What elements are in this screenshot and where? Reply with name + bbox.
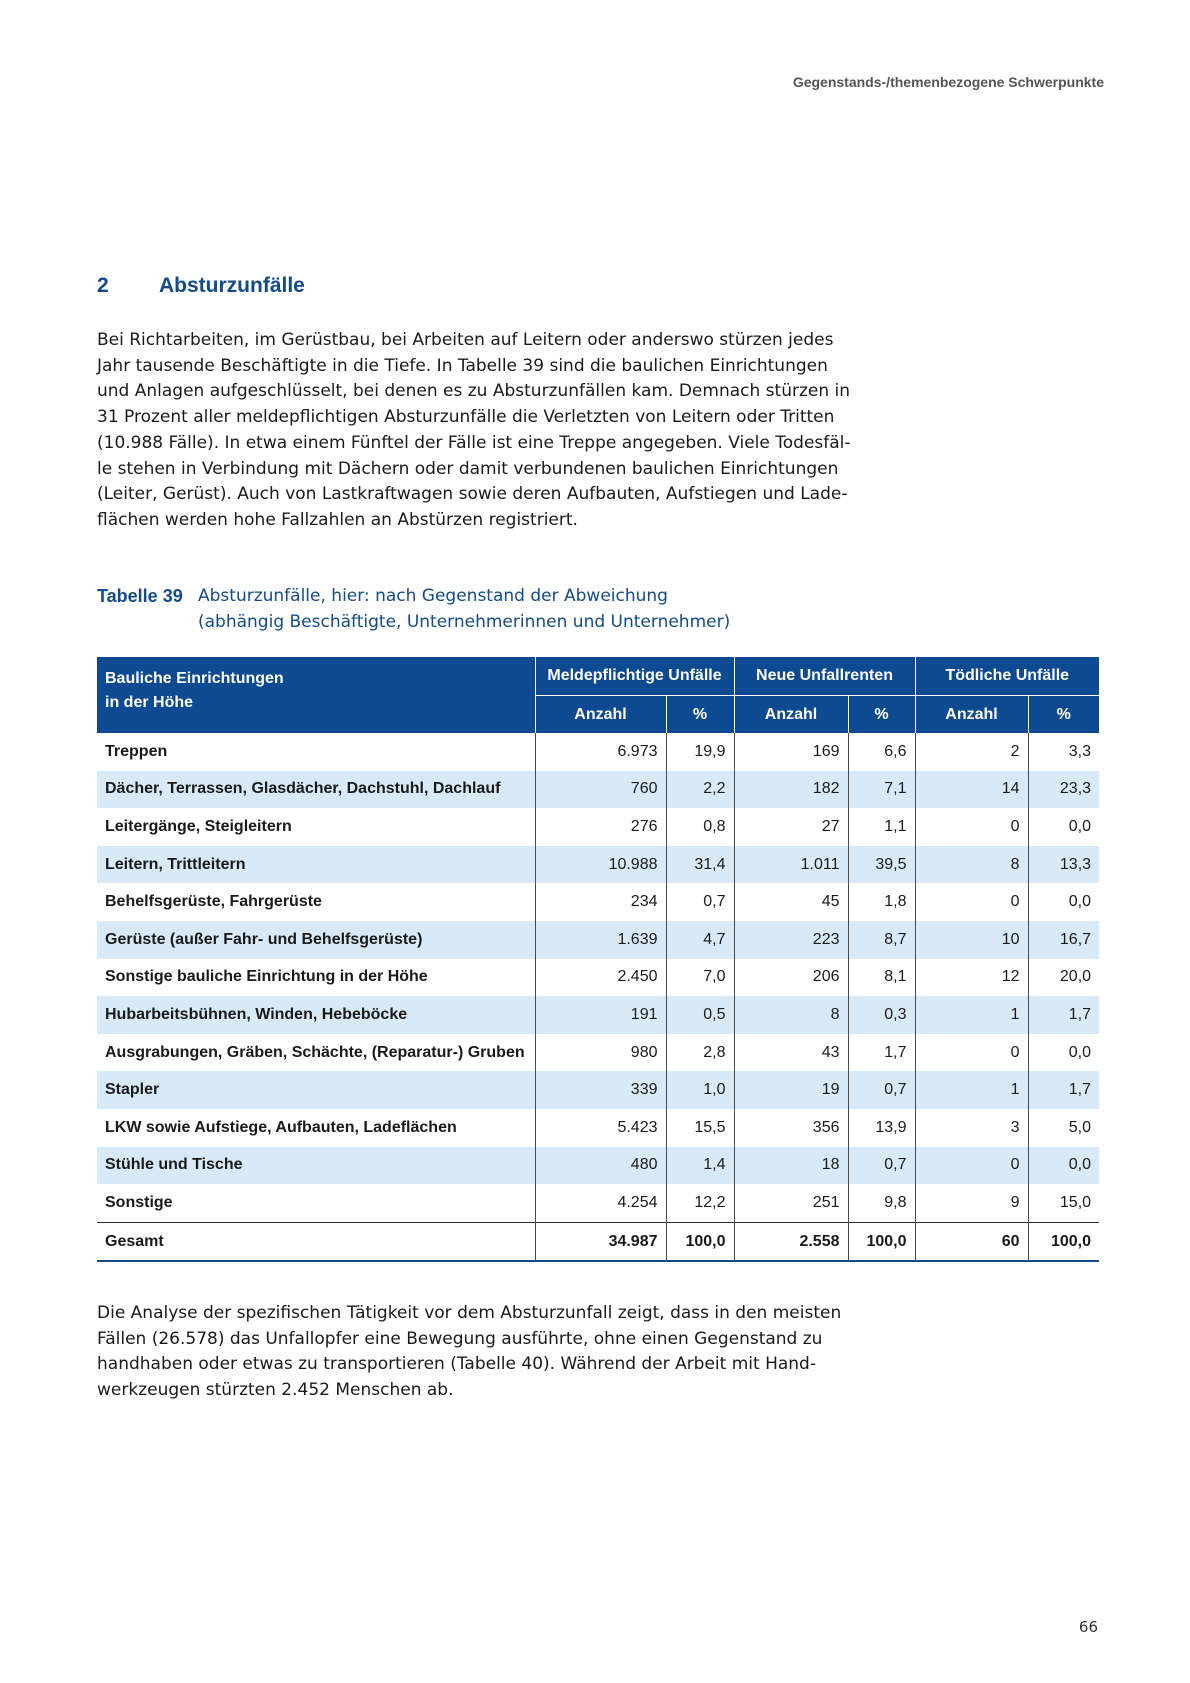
cell-value: 15,5 — [666, 1109, 734, 1147]
cell-value: 14 — [915, 771, 1028, 809]
cell-value: 760 — [535, 771, 666, 809]
cell-value: 2,2 — [666, 771, 734, 809]
section-heading — [97, 274, 305, 298]
cell-value: 206 — [734, 959, 848, 997]
row-label: Sonstige — [105, 1193, 173, 1211]
paragraph-line: handhaben oder etwas zu transportieren (Tabelle 40). Während der Arbeit mit Hand- — [97, 1354, 816, 1375]
cell-value: 234 — [535, 883, 666, 921]
cell-value: 5.423 — [535, 1109, 666, 1147]
cell-value: 223 — [734, 921, 848, 959]
subheader: % — [848, 696, 915, 734]
table-row — [97, 1184, 1099, 1222]
cell-value: 1.639 — [535, 921, 666, 959]
table-row — [97, 846, 1099, 884]
cell-value: 276 — [535, 808, 666, 846]
cell-value: 100,0 — [1028, 1222, 1099, 1261]
caption-line: (abhängig Beschäftigte, Unternehmerinnen und Unternehmer) — [198, 611, 731, 632]
cell-value: 2 — [915, 733, 1028, 771]
cell-value: 191 — [535, 996, 666, 1034]
cell-value: 1,7 — [848, 1034, 915, 1072]
cell-value: 1,8 — [848, 883, 915, 921]
paragraph-line: 31 Prozent aller meldepflichtigen Absturzunfälle die Verletzten von Leitern oder Tritten — [97, 407, 835, 428]
cell-value: 0 — [915, 1147, 1028, 1185]
subheader: Anzahl — [915, 696, 1028, 734]
paragraph-line: und Anlagen aufgeschlüsselt, bei denen es zu Absturzunfällen kam. Demnach stürzen in — [97, 381, 851, 402]
cell-value: 15,0 — [1028, 1184, 1099, 1222]
data-table — [97, 657, 1099, 1262]
row-label: Gerüste (außer Fahr- und Behelfsgerüste) — [97, 921, 535, 959]
cell-value: 9 — [915, 1184, 1028, 1222]
subheader: % — [1028, 696, 1099, 734]
row-label: Leitern, Trittleitern — [97, 846, 535, 884]
cell-value: 1,4 — [666, 1147, 734, 1185]
cell-value: 0 — [915, 883, 1028, 921]
cell-value: 0,0 — [1028, 808, 1099, 846]
table-row — [97, 733, 1099, 771]
group-header: Tödliche Unfälle — [915, 657, 1099, 696]
cell-value: 169 — [734, 733, 848, 771]
table-row — [97, 959, 1099, 997]
cell-value: 4.254 — [535, 1184, 666, 1222]
cell-value: 0,8 — [666, 808, 734, 846]
cell-value: 43 — [734, 1034, 848, 1072]
cell-value: 9,8 — [848, 1184, 915, 1222]
table-row — [97, 808, 1099, 846]
row-label: Ausgrabungen, Gräben, Schächte, (Reparatur-) Gruben — [105, 1043, 525, 1061]
cell-value: 0,0 — [1028, 1147, 1099, 1185]
cell-value: 2.558 — [734, 1222, 848, 1261]
table-body — [97, 733, 1099, 1261]
header-line: Bauliche Einrichtungen — [105, 670, 284, 687]
row-label: Behelfsgerüste, Fahrgerüste — [105, 893, 322, 911]
cell-value: 339 — [535, 1071, 666, 1109]
caption-line: Absturzunfälle, hier: nach Gegenstand der Abweichung — [198, 586, 668, 606]
cell-value: 4,7 — [666, 921, 734, 959]
cell-value: 6,6 — [848, 733, 915, 771]
cell-value: 0,3 — [848, 996, 915, 1034]
cell-value: 20,0 — [1028, 959, 1099, 997]
cell-value: 2,8 — [666, 1034, 734, 1072]
cell-value: 12,2 — [666, 1184, 734, 1222]
cell-value: 8,1 — [848, 959, 915, 997]
cell-value: 356 — [734, 1109, 848, 1147]
cell-value: 251 — [734, 1184, 848, 1222]
cell-value: 1.011 — [734, 846, 848, 884]
row-label: LKW sowie Aufstiege, Aufbauten, Ladeflächen — [105, 1118, 457, 1136]
analysis-paragraph — [97, 1301, 857, 1404]
cell-value: 0,7 — [848, 1071, 915, 1109]
cell-value: 13,3 — [1028, 846, 1099, 884]
cell-value: 45 — [734, 883, 848, 921]
cell-value: 1 — [915, 996, 1028, 1034]
cell-value: 31,4 — [666, 846, 734, 884]
cell-value: 980 — [535, 1034, 666, 1072]
cell-value: 0,0 — [1028, 1034, 1099, 1072]
cell-value: 10 — [915, 921, 1028, 959]
cell-value: 100,0 — [848, 1222, 915, 1261]
row-label: Sonstige bauliche Einrichtung in der Höhe — [105, 968, 428, 986]
table-row — [97, 1109, 1099, 1147]
table-total-row — [97, 1222, 1099, 1261]
group-header: Meldepflichtige Unfälle — [535, 657, 734, 696]
cell-value: 23,3 — [1028, 771, 1099, 809]
row-label: Stapler — [97, 1071, 535, 1109]
row-label: Leitergänge, Steigleitern — [105, 817, 292, 835]
section-title: Absturzunfälle — [159, 274, 305, 297]
column-header-category — [97, 657, 535, 733]
cell-value: 39,5 — [848, 846, 915, 884]
cell-value: 0,0 — [1028, 883, 1099, 921]
cell-value: 7,0 — [666, 959, 734, 997]
paragraph-line: Die Analyse der spezifischen Tätigkeit vor dem Absturzunfall zeigt, dass in den meisten — [97, 1303, 842, 1323]
cell-value: 1,0 — [666, 1071, 734, 1109]
cell-value: 8 — [734, 996, 848, 1034]
cell-value: 6.973 — [535, 733, 666, 771]
table-row — [97, 1071, 1099, 1109]
cell-value: 1 — [915, 1071, 1028, 1109]
paragraph-line: Fällen (26.578) das Unfallopfer eine Bewegung ausführte, ohne einen Gegenstand zu — [97, 1328, 823, 1349]
table-row — [97, 921, 1099, 959]
cell-value: 60 — [915, 1222, 1028, 1261]
cell-value: 1,1 — [848, 808, 915, 846]
paragraph-line: (10.988 Fälle). In etwa einem Fünftel der Fälle ist eine Treppe angegeben. Viele Todesfäl- — [97, 432, 851, 453]
table-label: Tabelle 39 — [97, 586, 183, 606]
row-label: Dächer, Terrassen, Glasdächer, Dachstuhl, Dachlauf — [97, 771, 535, 809]
cell-value: 8 — [915, 846, 1028, 884]
cell-value: 0,7 — [666, 883, 734, 921]
cell-value: 13,9 — [848, 1109, 915, 1147]
cell-value: 3 — [915, 1109, 1028, 1147]
subheader: Anzahl — [535, 696, 666, 734]
cell-value: 12 — [915, 959, 1028, 997]
cell-value: 1,7 — [1028, 1071, 1099, 1109]
cell-value: 5,0 — [1028, 1109, 1099, 1147]
cell-value: 10.988 — [535, 846, 666, 884]
paragraph-line: Jahr tausende Beschäftigte in die Tiefe. In Tabelle 39 sind die baulichen Einrichtungen — [97, 355, 828, 376]
running-title: Gegenstands-/themenbezogene Schwerpunkte — [792, 74, 1104, 90]
cell-value: 100,0 — [666, 1222, 734, 1261]
cell-value: 480 — [535, 1147, 666, 1185]
header-line: in der Höhe — [105, 694, 194, 711]
group-header: Neue Unfallrenten — [734, 657, 915, 696]
paragraph-line: Bei Richtarbeiten, im Gerüstbau, bei Arbeiten auf Leitern oder anderswo stürzen jedes — [97, 330, 834, 350]
table-row — [97, 1034, 1099, 1072]
paragraph-line: flächen werden hohe Fallzahlen an Abstürzen registriert. — [97, 509, 578, 530]
paragraph-line: le stehen in Verbindung mit Dächern oder damit verbundenen baulichen Einrichtungen — [97, 458, 839, 479]
table-row — [97, 883, 1099, 921]
cell-value: 3,3 — [1028, 733, 1099, 771]
row-label: Hubarbeitsbühnen, Winden, Hebeböcke — [97, 996, 535, 1034]
paragraph-line: werkzeugen stürzten 2.452 Menschen ab. — [97, 1380, 454, 1401]
subheader: % — [666, 696, 734, 734]
page-number: 66 — [1078, 1618, 1098, 1636]
cell-value: 8,7 — [848, 921, 915, 959]
cell-value: 27 — [734, 808, 848, 846]
row-label: Gesamt — [97, 1222, 535, 1261]
row-label: Stühle und Tische — [97, 1147, 535, 1185]
table-row — [97, 1147, 1099, 1185]
cell-value: 182 — [734, 771, 848, 809]
cell-value: 2.450 — [535, 959, 666, 997]
paragraph-line: (Leiter, Gerüst). Auch von Lastkraftwagen sowie deren Aufbauten, Aufstiegen und Lade- — [97, 484, 848, 505]
row-label: Treppen — [105, 742, 168, 760]
cell-value: 0,7 — [848, 1147, 915, 1185]
table-row — [97, 771, 1099, 809]
cell-value: 0 — [915, 1034, 1028, 1072]
cell-value: 0 — [915, 808, 1028, 846]
cell-value: 19,9 — [666, 733, 734, 771]
intro-paragraph — [97, 328, 857, 534]
cell-value: 19 — [734, 1071, 848, 1109]
cell-value: 0,5 — [666, 996, 734, 1034]
subheader: Anzahl — [734, 696, 848, 734]
cell-value: 7,1 — [848, 771, 915, 809]
cell-value: 18 — [734, 1147, 848, 1185]
table-row — [97, 996, 1099, 1034]
cell-value: 34.987 — [535, 1222, 666, 1261]
cell-value: 1,7 — [1028, 996, 1099, 1034]
cell-value: 16,7 — [1028, 921, 1099, 959]
section-number: 2 — [97, 274, 109, 297]
table-caption-text — [198, 584, 1058, 635]
